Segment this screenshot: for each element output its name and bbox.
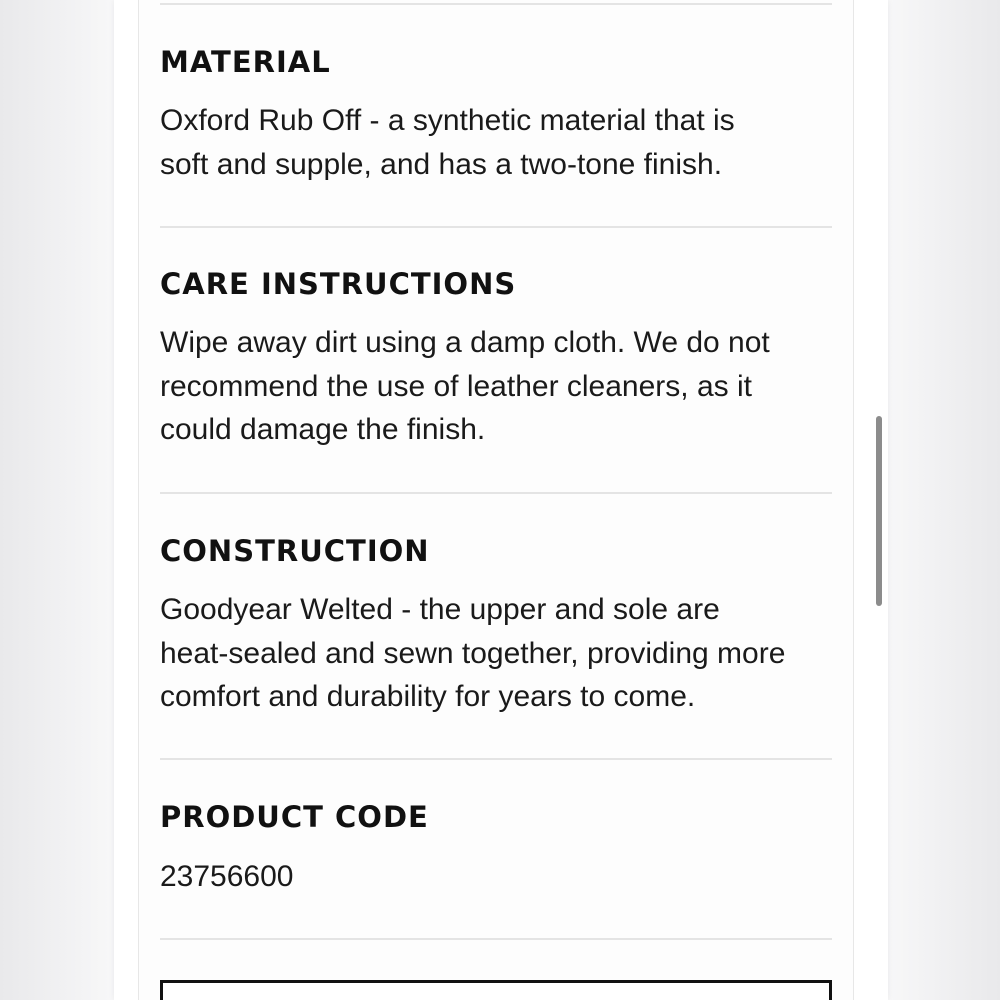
product-code-heading: PRODUCT CODE: [160, 800, 429, 834]
divider: [160, 758, 832, 760]
construction-text: Goodyear Welted - the upper and sole are heat-sealed and sewn together, providing more comfort and durability for years to come.: [160, 593, 786, 713]
care-instructions-heading: CARE INSTRUCTIONS: [160, 267, 517, 301]
material-text: Oxford Rub Off - a synthetic material that is soft and supple, and has a two-tone finish.: [160, 104, 735, 181]
divider: [160, 492, 832, 494]
divider: [160, 226, 832, 228]
construction-heading: CONSTRUCTION: [160, 534, 430, 568]
scrollbar-thumb[interactable]: [876, 416, 882, 606]
action-button[interactable]: [160, 980, 832, 1000]
divider: [160, 938, 832, 940]
divider: [160, 3, 832, 5]
product-code-value: 23756600: [160, 860, 294, 893]
product-details-screen: [114, 0, 888, 1000]
care-instructions-text: Wipe away dirt using a damp cloth. We do not recommend the use of leather cleaners, as it could damage the finish.: [160, 326, 770, 446]
material-heading: MATERIAL: [160, 45, 331, 79]
